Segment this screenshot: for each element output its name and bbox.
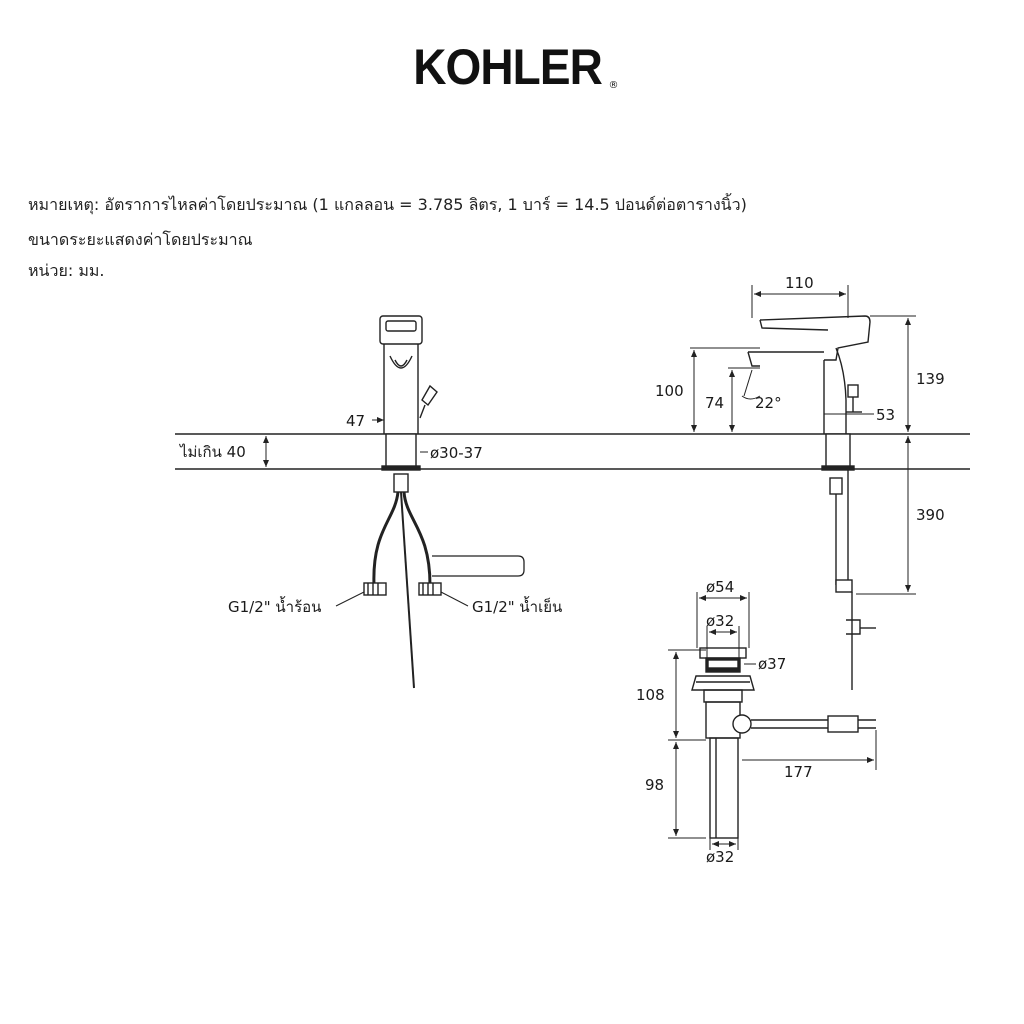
hot-inlet-leader bbox=[336, 592, 364, 606]
spout-width-label: 110 bbox=[785, 274, 814, 292]
counter-max-label: ไม่เกิน 40 bbox=[180, 443, 246, 461]
side-view-dims bbox=[690, 285, 916, 594]
below-counter-label: 390 bbox=[916, 506, 945, 524]
hole-distance-dim bbox=[372, 410, 384, 434]
total-height-label: 139 bbox=[916, 370, 945, 388]
note-units: หน่วย: มม. bbox=[28, 261, 105, 280]
hole-distance-label: 47 bbox=[346, 412, 366, 430]
outlet-height-label: 74 bbox=[705, 394, 725, 412]
hot-inlet-label: G1/2" น้ำร้อน bbox=[228, 598, 322, 616]
note-flow-rate: หมายเหตุ: อัตราการไหลค่าโดยประมาณ (1 แกลลอน = 3.785 ลิตร, 1 บาร์ = 14.5 ปอนด์ต่อตารางนิ้ว) bbox=[28, 195, 747, 214]
drain-rod-label: 177 bbox=[784, 763, 813, 781]
note-approx-dimensions: ขนาดระยะแสดงค่าโดยประมาณ bbox=[28, 230, 253, 249]
spout-height-label: 100 bbox=[655, 382, 684, 400]
drain-top-label: ø32 bbox=[706, 612, 735, 630]
countertop bbox=[175, 434, 970, 469]
drain-body-label: ø37 bbox=[758, 655, 787, 673]
drain-lower-label: 98 bbox=[645, 776, 665, 794]
faucet-front-view bbox=[364, 316, 524, 688]
hole-diameter-label: ø30-37 bbox=[430, 444, 483, 462]
spout-angle-label: 22° bbox=[755, 394, 782, 412]
cold-inlet-leader bbox=[441, 592, 468, 606]
drain-assembly bbox=[692, 648, 876, 838]
drain-bottom-label: ø32 bbox=[706, 848, 735, 866]
drain-upper-label: 108 bbox=[636, 686, 665, 704]
drain-flange-label: ø54 bbox=[706, 578, 735, 596]
base-offset-label: 53 bbox=[876, 406, 896, 424]
faucet-side-view bbox=[748, 316, 876, 690]
logo-wordmark: KOHLER bbox=[413, 39, 603, 95]
registered-mark: ® bbox=[608, 80, 619, 91]
cold-inlet-label: G1/2" น้ำเย็น bbox=[472, 598, 563, 616]
